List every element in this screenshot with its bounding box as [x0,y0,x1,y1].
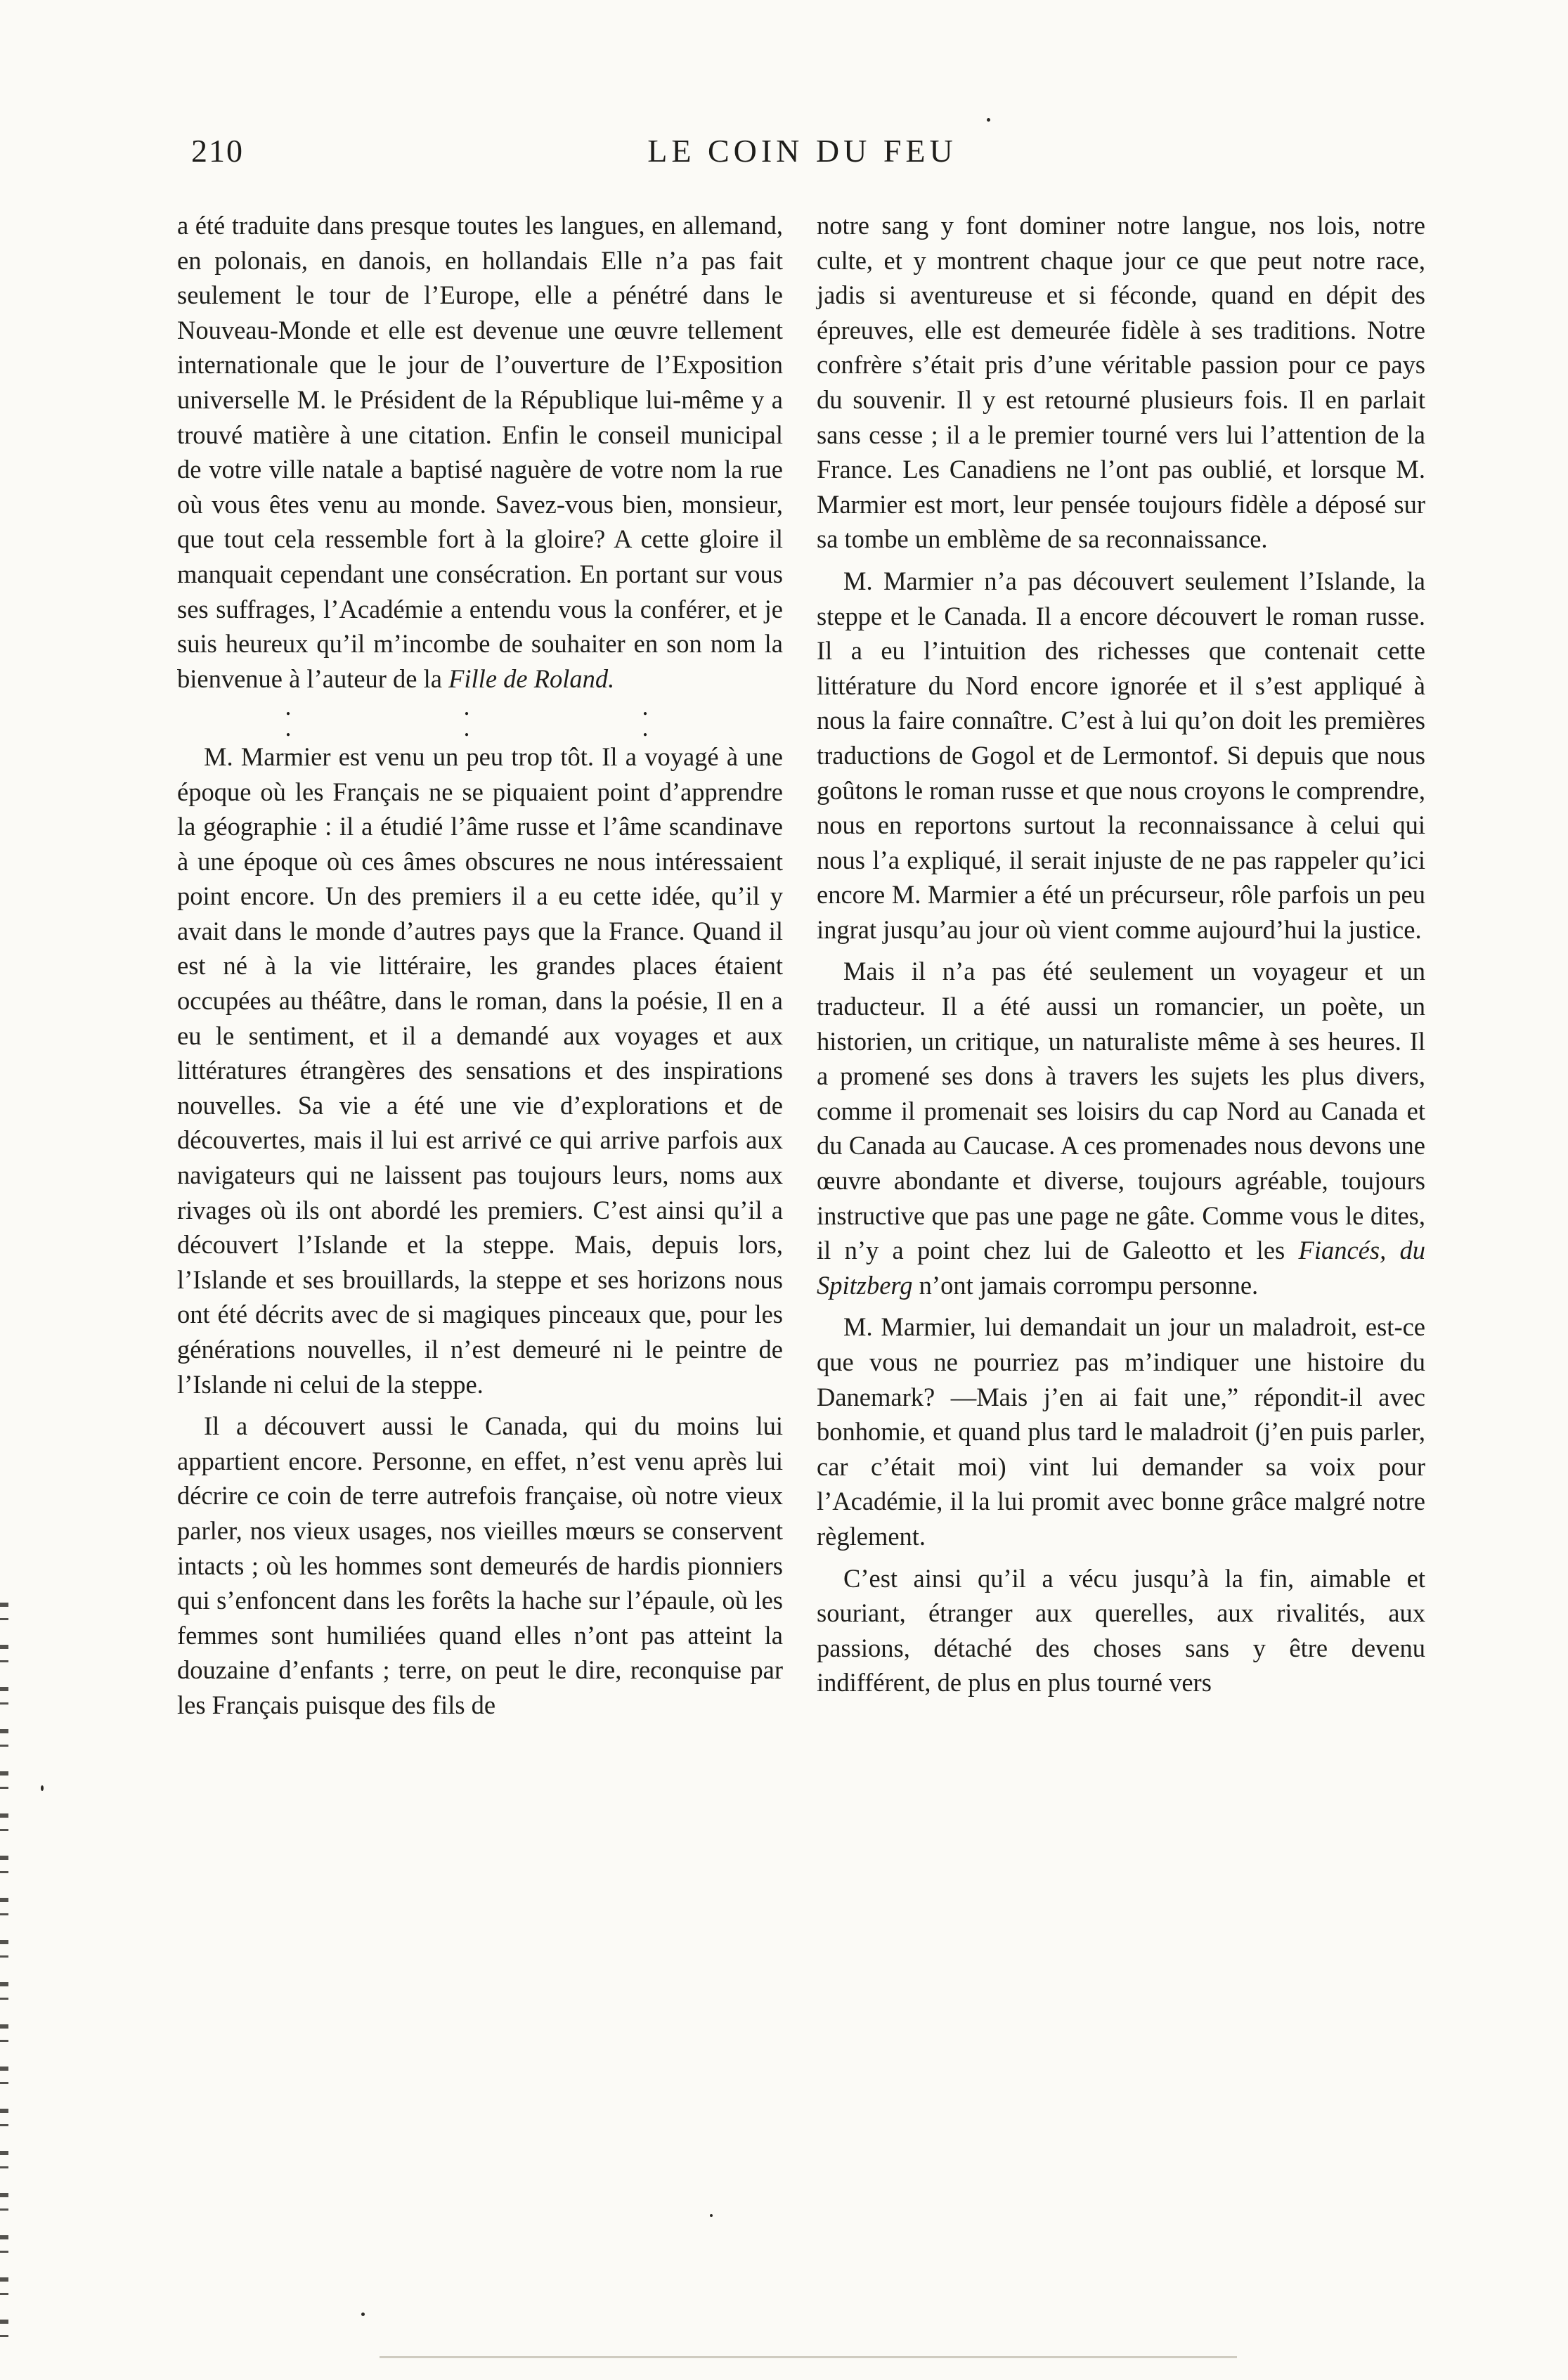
paragraph-text: Mais il n’a pas été seulement un voyageur et un traducteur. Il a été aussi un romancier, un poète, un historien, un critique, un naturaliste même à ses heures. Il a promené ses dons à travers les sujets les plus divers, comme il promenait ses loisirs du cap Nord au Canada et du Canada au Caucase. A ces promenades nous devons une œuvre abondante et diverse, toujours agréable, toujours instructive que pas une page ne gâte. Comme vous le dites, il n’y a point chez lui de Galeotto et les [817,957,1425,1265]
paragraph: C’est ainsi qu’il a vécu jusqu’à la fin, aimable et souriant, étranger aux querelles, aux rivalités, aux passions, détaché des choses sans y être devenu indifférent, de plus en plus tourné vers [817,1563,1425,1697]
section-break-dots: . . . . . . [285,692,732,742]
book-title: Fiancés, du Spitzberg [817,1236,1425,1300]
paragraph [177,208,783,696]
paragraph: notre sang y font dominer notre langue, nos lois, notre culte, et y montrent chaque jour ce que peut notre race, jadis si aventureuse et si féconde, quand en dépit des épreuves, elle est demeurée fidèle à ses traditions. Notre confrère s’était pris d’une véritable passion pour ce pays du souvenir. Il y est retourné plusieurs fois. Il en parlait sans cesse ; il a le premier tourné vers lui l’attention de la France. Les Canadiens ne l’ont pas oublié, et lorsque M. Marmier est mort, leur pensée toujours fidèle a déposé sur sa tombe un emblème de sa reconnaissance. [817,211,1425,554]
page-header [191,132,1413,181]
print-speck [361,2313,365,2316]
paragraph: Il a découvert aussi le Canada, qui du moins lui appartient encore. Personne, en effet, n’est venu après lui décrire ce coin de terre autrefois française, où notre vieux parler, nos vieux usages, nos vieilles mœurs se conservent intacts ; où les hommes sont demeurés de hardis pionniers qui s’enfoncent dans les forêts la hache sur l’épaule, où les femmes sont humiliées quand elles n’ont pas atteint la douzaine d’enfants ; terre, on peut le dire, reconquise par les Français puisque des fils de [177,1411,783,1719]
paragraph: M. Marmier est venu un peu trop tôt. Il a voyagé à une époque où les Français ne se piquaient point d’apprendre la géographie : il a étudié l’âme russe et l’âme scandinave à une époque où ces âmes obscures ne nous intéressaient point encore. Un des premiers il a eu cette idée, qu’il y avait dans le monde d’autres pays que la France. Quand il est né à la vie littéraire, les grandes places étaient occupées au théâtre, dans le roman, dans la poésie, Il en a eu le sentiment, et il a demandé aux voyages et aux littératures étrangères des sensations et des inspirations nouvelles. Sa vie a été une vie d’explorations et de découvertes, mais il lui est arrivé ce qui arrive parfois aux navigateurs qui ne laissent pas toujours leurs, noms aux rivages où ils ont abordé les premiers. C’est ainsi qu’il a découvert l’Islande et la steppe. Mais, depuis lors, l’Islande et ses brouillards, la steppe et ses horizons nous ont été décrits avec de si magiques pinceaux que, pour les générations nouvelles, il n’est demeuré ni le peintre de l’Islande ni celui de la steppe. [177,742,783,1399]
running-title: LE COIN DU FEU [647,133,957,169]
left-column [177,208,783,1723]
paragraph: M. Marmier, lui demandait un jour un maladroit, est-ce que vous ne pourriez pas m’indiquer une histoire du Danemark? —Mais j’en ai fait une,” répondit-il avec bonhomie, et quand plus tard le maladroit (j’en puis parler, car c’était moi) vint lui demander sa voix pour l’Académie, il la lui promit avec bonne grâce malgré notre règlement. [817,1312,1425,1551]
paragraph [817,954,1425,1302]
page-number: 210 [191,133,244,169]
book-title: Fille de Roland. [448,664,615,693]
paragraph-text: n’ont jamais corrompu personne. [919,1270,1259,1300]
print-speck [710,2214,713,2217]
paragraph: M. Marmier n’a pas découvert seulement l’Islande, la steppe et le Canada. Il a encore découvert le roman russe. Il a eu l’intuition des richesses que contenait cette littérature du Nord encore ignorée et il s’est appliqué à nous la faire connaître. C’est à lui qu’on doit les premières traductions de Gogol et de Lermontof. Si depuis que nous goûtons le roman russe et que nous croyons le comprendre, nous en reportons surtout la reconnaissance à celui qui nous l’a expliqué, il serait injuste de ne pas rappeler qu’ici encore M. Marmier a été un précurseur, rôle parfois un peu ingrat jusqu’au jour où vient comme aujourd’hui la justice. [817,566,1425,944]
paragraph-text: a été traduite dans presque toutes les langues, en allemand, en polonais, en danois, en hollandais Elle n’a pas fait seulement le tour de l’Europe, elle a pénétré dans le Nouveau-Monde et elle est devenue une œuvre tellement internationale que le jour de l’ouverture de l’Exposition universelle M. le Président de la République lui-même y a trouvé matière à une citation. Enfin le conseil municipal de votre ville natale a baptisé naguère de votre nom la rue où vous êtes venu au monde. Savez-vous bien, monsieur, que tout cela ressemble fort à la gloire? A cette gloire il manquait cependant une consécration. En portant sur vous ses suffrages, l’Académie a entendu vous la conférer, et je suis heureux qu’il m’incombe de souhaiter en son nom la bienvenue à l’auteur de la [177,211,783,693]
print-speck [987,118,990,122]
bottom-scan-line [380,2356,1237,2358]
right-column [817,208,1425,1700]
print-speck [41,1785,44,1791]
scan-edge-noise [0,1603,8,2348]
